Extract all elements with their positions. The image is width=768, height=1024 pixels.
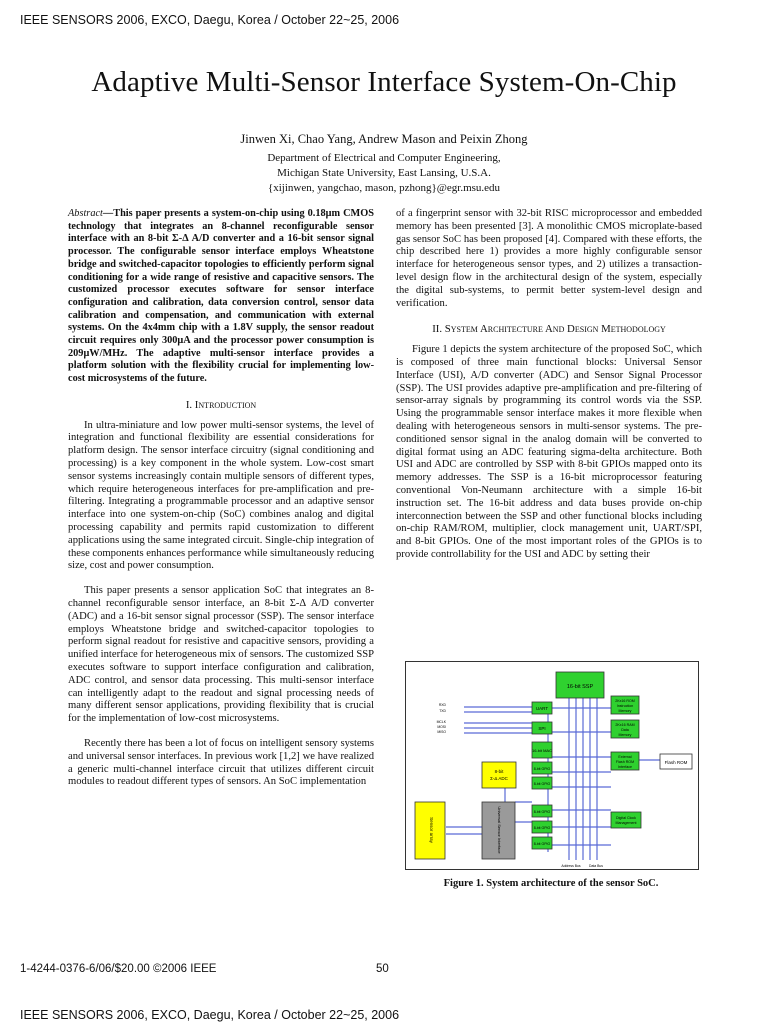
svg-text:Interface: Interface xyxy=(618,765,632,769)
figure-caption: Figure 1. System architecture of the sensor SoC. xyxy=(443,878,659,889)
svg-text:8-bit GPIO: 8-bit GPIO xyxy=(533,810,551,814)
flash-rom-block xyxy=(660,754,692,769)
conference-footer: IEEE SENSORS 2006, EXCO, Daegu, Korea / October 22~25, 2006 xyxy=(20,1008,400,1022)
svg-text:2Kx16 ROM: 2Kx16 ROM xyxy=(615,699,635,703)
gpio-blocks xyxy=(532,762,552,849)
sensor-array-block xyxy=(415,802,445,859)
page-number: 50 xyxy=(376,963,389,975)
abstract xyxy=(68,208,374,386)
svg-text:Data Bus: Data Bus xyxy=(589,864,603,868)
svg-text:8-bit GPIO: 8-bit GPIO xyxy=(533,842,551,846)
svg-text:MCLK: MCLK xyxy=(436,720,446,724)
svg-text:2Kx16 RAM: 2Kx16 RAM xyxy=(615,723,635,727)
svg-text:Memory: Memory xyxy=(618,733,632,737)
ssp-block xyxy=(556,672,604,698)
svg-text:Management: Management xyxy=(615,821,637,825)
svg-text:Σ-Δ ADC: Σ-Δ ADC xyxy=(490,776,508,781)
section-heading-introduction: I. Introduction xyxy=(185,398,257,411)
copyright-footer: 1-4244-0376-6/06/$20.00 ©2006 IEEE xyxy=(20,963,217,975)
adc-block xyxy=(482,762,516,788)
svg-text:Flash ROM: Flash ROM xyxy=(615,760,635,764)
affiliation-university: Michigan State University, East Lansing, U.S.A. xyxy=(277,167,491,179)
svg-text:SPI: SPI xyxy=(538,726,546,731)
external-flash-interface-block xyxy=(611,752,639,770)
svg-text:8-bit GPIO: 8-bit GPIO xyxy=(533,782,551,786)
conference-header: IEEE SENSORS 2006, EXCO, Daegu, Korea / October 22~25, 2006 xyxy=(20,13,400,27)
svg-text:16-bit MAC: 16-bit MAC xyxy=(531,748,553,753)
paragraph: In ultra-miniature and low power multi-sensor systems, the level of integration and functional flexibility are essential considerations for platform design. The sensor interface circuitry (signal conditioning and processing) is a key component in the whole system. Low-cost smart sensor systems increasingly contain multiple sensors of different types, which require heterogeneous interfaces for pre-amplification and pre-filtering. Integrating a programmable processor and an adaptive sensor interface into one system-on-chip (SoC) combines analog and digital processing capability and permits rapid customization to different applications using the same integrated circuit. Single-chip integration of these components enhances performance while simultaneously reducing size, cost and power consumption. xyxy=(68,419,374,572)
spi-block xyxy=(532,722,552,734)
svg-text:MOSI: MOSI xyxy=(437,725,446,729)
abstract-text: —This paper presents a system-on-chip using 0.18μm CMOS technology that integrates an 8-channel reconfigurable sensor interface with an 8-bit Σ-Δ A/D converter and a 16-bit sensor signal processor. The configurable sensor interface employs Wheatstone bridge and switched-capacitor topologies to efficiently perform signal conditioning for a wide range of resistive and capacitive sensors. The customized processor executes software for sensor interface configuration and calibration, data conversion control, sensor data calibration and compensation, and communication with external systems. On the 4x4mm chip with a 1.8V supply, the sensor readout circuit requires only 300μA and the processor power consumption is 209μW/MHz. The adaptive multi-sensor interface provides a platform solution with the flexibility crucial for implementing low-cost microsystems of the future. xyxy=(68,208,374,385)
svg-text:Flash ROM: Flash ROM xyxy=(664,760,688,765)
svg-text:Address Bus: Address Bus xyxy=(561,864,581,868)
paragraph: of a fingerprint sensor with 32-bit RISC microprocessor and embedded memory has been presented [3]. A monolithic CMOS microplate-based gas sensor SoC has been proposed [4]. Compared with these efforts, the chip described here 1) provides a more highly configurable sensor interface for heterogeneous sensor types, and 2) utilizes a transaction-level design flow in the architectural design of the system, especially the digital sub-systems, to permit better system-level design and verification. xyxy=(396,208,702,309)
uart-block xyxy=(532,702,552,714)
right-column xyxy=(396,208,702,562)
svg-text:External: External xyxy=(618,755,632,759)
clock-management-block xyxy=(611,812,641,828)
bus-labels xyxy=(561,864,603,868)
svg-text:MISO: MISO xyxy=(437,730,446,734)
paragraph: Figure 1 depicts the system architecture of the proposed SoC, which is composed of three main functional blocks: Universal Sensor Interface (USI), A/D converter (ADC) and Sensor Signal Processor (SSP). The USI provides adaptive pre-amplification and pre-filtering of sensor-array signals by programming its control words via the SSP. Using the programmable sensor interface makes it more flexible when dealing with heterogeneous sensors in multi-sensor systems. The pre-conditioned sensor signal in the analog domain will be converted to digital format using an ADC featuring sigma-delta architecture. Both USI and ADC are controlled by SSP with 8-bit GPIOs mapped onto its memory addresses. The SSP is a 16-bit microprocessor featuring conventional Von-Neumann architecture with a simple 16-bit instruction set. The 16-bit address and data buses provide on-chip interconnection between the SSP and other functional blocks including on-chip RAM/ROM, multiplier, clock management unit, UART/SPI, and 8-bit GPIOs. One of the most important roles of the GPIOs is to provide controllability for the USI and ADC by setting their xyxy=(396,344,702,560)
paragraph: This paper presents a sensor application SoC that integrates an 8-channel reconfigurable sensor interface, an 8-bit Σ-Δ A/D converter (ADC) and a 16-bit sensor signal processor (SSP). The sensor interface employs Wheatstone bridge and switched-capacitor topologies to perform signal readout for resistive and capacitive sensors, providing a unified interface for heterogeneous mix of sensors. The customized SSP executes software to support interface configuration and calibration, ADC control, and sensor data processing. This multi-sensor interface can intelligently adapt to the readout and signal processing needs of many different sensor applications, providing flexibility that is crucial for the implementation of low-cost microsystems. xyxy=(68,585,374,725)
paper-title: Adaptive Multi-Sensor Interface System-On-Chip xyxy=(91,66,677,98)
svg-text:8-bit GPIO: 8-bit GPIO xyxy=(533,767,551,771)
svg-text:8-bit: 8-bit xyxy=(494,769,504,774)
author-list: Jinwen Xi, Chao Yang, Andrew Mason and Peixin Zhong xyxy=(240,132,528,146)
paragraph: Recently there has been a lot of focus on intelligent sensory systems and universal sensor interfaces. In previous work [1,2] we have realized a generic multi-channel interface circuit that utilizes different circuit modules to readout different types of sensors. An SoC implementation xyxy=(68,737,374,788)
svg-text:Instruction: Instruction xyxy=(616,704,634,708)
svg-text:TXD: TXD xyxy=(439,709,446,713)
io-labels xyxy=(437,703,447,734)
usi-block xyxy=(482,802,515,859)
affiliation-department: Department of Electrical and Computer Engineering, xyxy=(267,152,501,164)
svg-text:UART: UART xyxy=(535,706,549,711)
svg-text:Sensor array: Sensor array xyxy=(429,817,434,843)
ram-block xyxy=(611,720,639,738)
svg-text:RXD: RXD xyxy=(438,703,446,707)
svg-text:Memory: Memory xyxy=(618,709,632,713)
svg-text:Data: Data xyxy=(621,728,629,732)
affiliation-email: {xijinwen, yangchao, mason, pzhong}@egr.msu.edu xyxy=(267,182,501,194)
rom-block xyxy=(611,696,639,714)
svg-text:Universal Sensor Interface: Universal Sensor Interface xyxy=(497,806,502,854)
mac-block xyxy=(532,742,552,758)
figure-system-architecture xyxy=(405,661,699,870)
svg-text:16-bit SSP: 16-bit SSP xyxy=(566,684,594,690)
svg-text:Digital Clock: Digital Clock xyxy=(616,816,636,820)
abstract-label: Abstract xyxy=(68,208,103,219)
left-column xyxy=(68,208,374,789)
svg-text:8-bit GPIO: 8-bit GPIO xyxy=(533,826,551,830)
section-heading-architecture: II. System Architecture And Design Methodology xyxy=(432,323,666,336)
